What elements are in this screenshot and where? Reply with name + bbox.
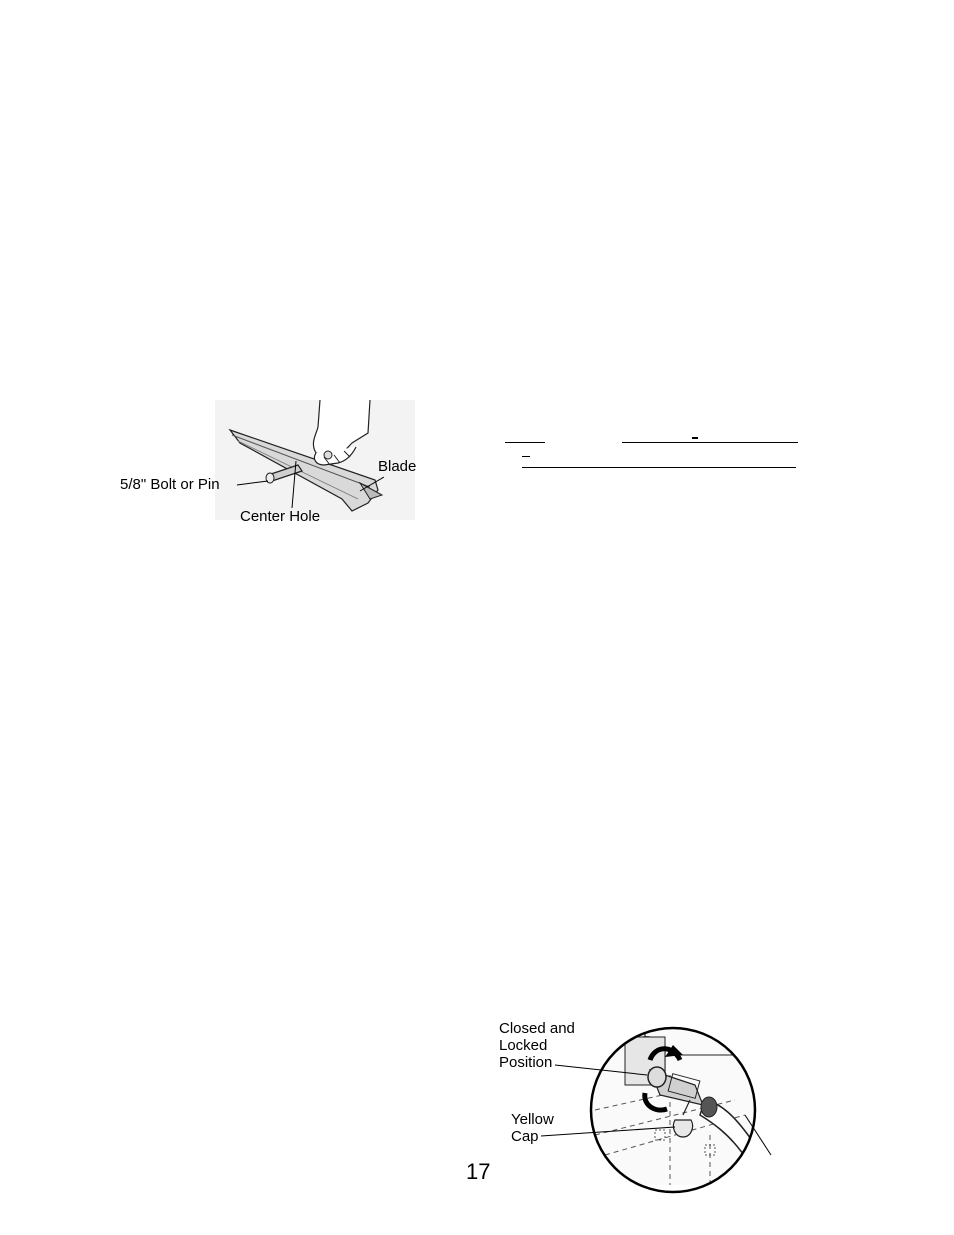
closed-locked-label-line2: Locked — [499, 1037, 548, 1054]
yellow-cap-label-line2: Cap — [511, 1128, 539, 1145]
underline-1 — [505, 442, 545, 443]
bolt-label: 5/8" Bolt or Pin — [120, 476, 220, 493]
yellow-cap-label-line1: Yellow — [511, 1111, 554, 1128]
closed-locked-label-line1: Closed and — [499, 1020, 575, 1037]
closed-locked-label-line3: Position — [499, 1054, 553, 1071]
underline-fragments — [505, 435, 805, 475]
dash-mark-2 — [522, 456, 530, 457]
center-hole-label: Center Hole — [240, 508, 321, 525]
dash-mark-1 — [692, 437, 698, 439]
drain-valve-figure — [495, 1015, 785, 1185]
underline-3 — [522, 467, 796, 468]
underline-2 — [622, 442, 798, 443]
blade-label: Blade — [378, 458, 417, 475]
page-number: 17 — [466, 1159, 491, 1184]
blade-balance-figure — [120, 395, 420, 530]
blade-figure-leaders — [120, 395, 420, 530]
